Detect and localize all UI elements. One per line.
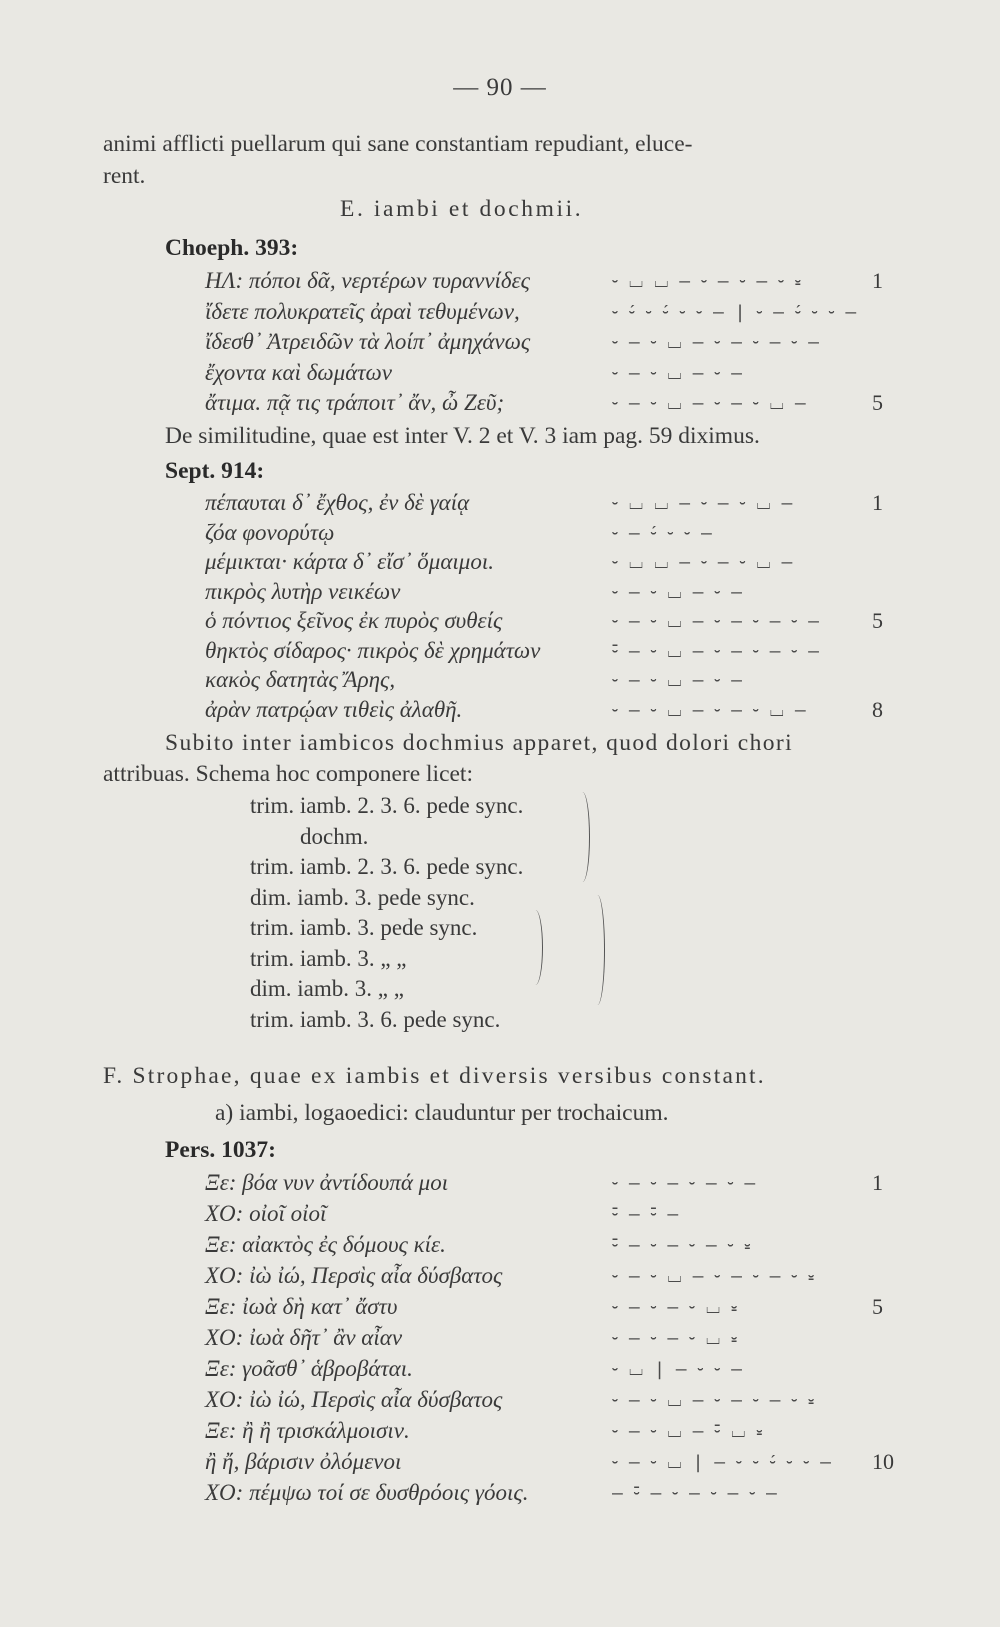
subsection-a-heading: a) iambi, logaoedici: clauduntur per trochaicum.	[215, 1100, 669, 1126]
schema-brace-2	[528, 910, 543, 985]
verse-meter: ⏑ – ⏑ ⌴ – ⏑ – ⏑ – ⏑ –	[612, 332, 819, 353]
verse-greek: ἀρὰν πατρῴαν τιθεὶς ἀλαθῆ.	[205, 696, 463, 722]
intro-line-1: animi afflicti puellarum qui sane constantiam repudiant, eluce-	[103, 131, 693, 157]
section-e-heading: E. iambi et dochmii.	[340, 196, 584, 222]
verse-greek: ἢ ἤ, βάρισιν ὀλόμενοι	[205, 1449, 402, 1474]
verse-greek: ΧΟ: οἰοῖ οἰοῖ	[205, 1201, 327, 1226]
verse-meter: ⏑ ⌴ ⌴ – ⏑ – ⏑ ⌴ –	[612, 493, 793, 514]
schema-line: trim. iamb. 2. 3. 6. pede sync.	[250, 793, 524, 818]
verse-greek: Ξε: γοᾶσθ᾽ ἁβροβάται.	[205, 1356, 413, 1381]
verse-meter: ⏑ – ⏑ – ⏑ ⌴ ⏓	[612, 1328, 738, 1349]
sept-note-line-2: attribuas. Schema hoc componere licet:	[103, 761, 473, 787]
verse-greek: ΗΛ: πόποι δᾶ, νερτέρων τυραννίδες	[205, 268, 530, 293]
verse-greek: ἴδετε πολυκρατεῖς ἀραὶ τεθυμένων,	[205, 298, 520, 324]
schema-brace-1	[575, 792, 590, 882]
verse-number: 5	[872, 608, 883, 633]
verse-number: 5	[872, 390, 883, 415]
verse-meter: ⏑ – ⏑ – ⏑ – ⏑ –	[612, 1173, 756, 1194]
page-number: — 90 —	[453, 74, 547, 101]
verse-meter: ⏑ ⌴ | – ⏑ ⏑ –	[612, 1359, 742, 1380]
verse-meter: ⏑̄ – ⏑ – ⏑ – ⏑ ⏓	[612, 1235, 751, 1256]
verse-meter: ⏑ – ⏑ ⌴ – ⏑ – ⏑ – ⏑ ⏓	[612, 1390, 815, 1411]
verse-greek: Ξε: αἰακτὸς ἐς δόμους κίε.	[205, 1232, 446, 1257]
verse-meter: ⏑ – ⏑ ⌴ – ⏑ – ⏑ ⌴ –	[612, 699, 806, 721]
schema-line: dochm.	[300, 823, 369, 849]
verse-meter: ⏑ – ⏑ ⌴ – ⏑̄ ⌴ ⏓	[612, 1421, 763, 1442]
verse-greek: ΧΟ: ἰωὰ δῆτ᾽ ἂν αἶαν	[205, 1325, 403, 1350]
verse-greek: πέπαυται δ᾽ ἔχθος, ἐν δὲ γαίᾳ	[205, 490, 470, 515]
verse-greek: ζόα φονορύτῳ	[205, 519, 335, 545]
verse-number: 10	[872, 1449, 894, 1474]
pers-heading: Pers. 1037:	[165, 1137, 276, 1163]
verse-meter: ⏑ ⏑́ ⏑ ⏑́ ⏑ ⏑ – | ⏑ – ⏑́ ⏑ ⏑ –	[612, 301, 857, 323]
sept-heading: Sept. 914:	[165, 458, 265, 484]
schema-brace-3	[590, 895, 605, 1005]
verse-number: 5	[872, 1294, 883, 1319]
verse-number: 1	[872, 490, 883, 515]
verse-meter: ⏑̄ – ⏑ ⌴ – ⏑ – ⏑ – ⏑ –	[612, 640, 819, 662]
verse-meter: ⏑ – ⏑ ⌴ – ⏑ – ⏑ – ⏑ –	[612, 611, 819, 632]
verse-greek: Ξε: ἢ ἢ τρισκάλμοισιν.	[205, 1418, 410, 1443]
verse-meter: ⏑̄ – ⏑̄ –	[612, 1204, 679, 1225]
verse-greek: θηκτὸς σίδαρος· πικρὸς δὲ χρημάτων	[205, 637, 541, 663]
schema-line: trim. iamb. 3. „ „	[250, 945, 407, 971]
intro-line-2: rent.	[103, 163, 146, 189]
verse-meter: ⏑ ⌴ ⌴ – ⏑ – ⏑ ⌴ –	[612, 552, 793, 573]
verse-meter: ⏑ – ⏑ ⌴ – ⏑ –	[612, 670, 742, 691]
verse-number: 8	[872, 696, 883, 722]
verse-greek: ΧΟ: ἰὼ ἰώ, Περσὶς αἶα δύσβατος	[205, 1263, 503, 1288]
verse-meter: ⏑ – ⏑ ⌴ – ⏑ – ⏑ ⌴ –	[612, 393, 806, 414]
verse-meter: – ⏑̄ – ⏑ – ⏑ – ⏑ –	[612, 1483, 777, 1504]
verse-number: 1	[872, 268, 883, 293]
verse-greek: πικρὸς λυτὴρ νεικέων	[205, 578, 401, 604]
verse-meter: ⏑ ⌴ ⌴ – ⏑ – ⏑ – ⏑ ⏓	[612, 271, 801, 292]
verse-greek: ὁ πόντιος ξεῖνος ἐκ πυρὸς συθείς	[205, 608, 503, 633]
verse-greek: ΧΟ: ἰὼ ἰώ, Περσὶς αἶα δύσβατος	[205, 1387, 503, 1412]
schema-line: trim. iamb. 3. 6. pede sync.	[250, 1006, 501, 1032]
verse-greek: ἄτιμα. πᾷ τις τράποιτ᾽ ἄν, ὦ Ζεῦ;	[205, 390, 505, 415]
sept-note-line-1: Subito inter iambicos dochmius apparet, quod dolori chori	[165, 730, 794, 756]
schema-line: trim. iamb. 3. pede sync.	[250, 915, 478, 940]
verse-meter: ⏑ – ⏑ ⌴ – ⏑ –	[612, 581, 742, 603]
schema-line: dim. iamb. 3. pede sync.	[250, 884, 475, 910]
verse-greek: ΧΟ: πέμψω τοί σε δυσθρόοις γόοις.	[205, 1480, 529, 1505]
verse-greek: μέμικται· κάρτα δ᾽ εἴσ᾽ ὅμαιμοι.	[205, 549, 494, 574]
verse-greek: κακὸς δατητὰς Ἄρης,	[205, 667, 396, 692]
verse-meter: ⏑ – ⏑ ⌴ – ⏑ – ⏑ – ⏑ ⏓	[612, 1266, 815, 1287]
section-f-heading: F. Strophae, quae ex iambis et diversis versibus constant.	[103, 1063, 766, 1089]
verse-greek: ἴδεσθ᾽ Ἀτρειδῶν τὰ λοίπ᾽ ἀμηχάνως	[205, 329, 531, 354]
verse-greek: Ξε: ἰωὰ δὴ κατ᾽ ἄστυ	[205, 1294, 398, 1319]
verse-number: 1	[872, 1170, 883, 1195]
verse-meter: ⏑ – ⏑ ⌴ | – ⏑ ⏑ ⏑́ ⏑ ⏑ –	[612, 1452, 831, 1473]
verse-meter: ⏑ – ⏑́ ⏑ ⏑ –	[612, 522, 712, 544]
verse-meter: ⏑ – ⏑ – ⏑ ⌴ ⏓	[612, 1297, 738, 1318]
verse-greek: Ξε: βόα νυν ἀντίδουπά μοι	[205, 1170, 449, 1195]
schema-line: trim. iamb. 2. 3. 6. pede sync.	[250, 854, 524, 879]
verse-meter: ⏑ – ⏑ ⌴ – ⏑ –	[612, 362, 742, 384]
choeph-heading: Choeph. 393:	[165, 235, 299, 261]
choeph-note: De similitudine, quae est inter V. 2 et V. 3 iam pag. 59 diximus.	[165, 423, 760, 449]
schema-line: dim. iamb. 3. „ „	[250, 976, 404, 1001]
verse-greek: ἔχοντα καὶ δωμάτων	[205, 359, 392, 385]
